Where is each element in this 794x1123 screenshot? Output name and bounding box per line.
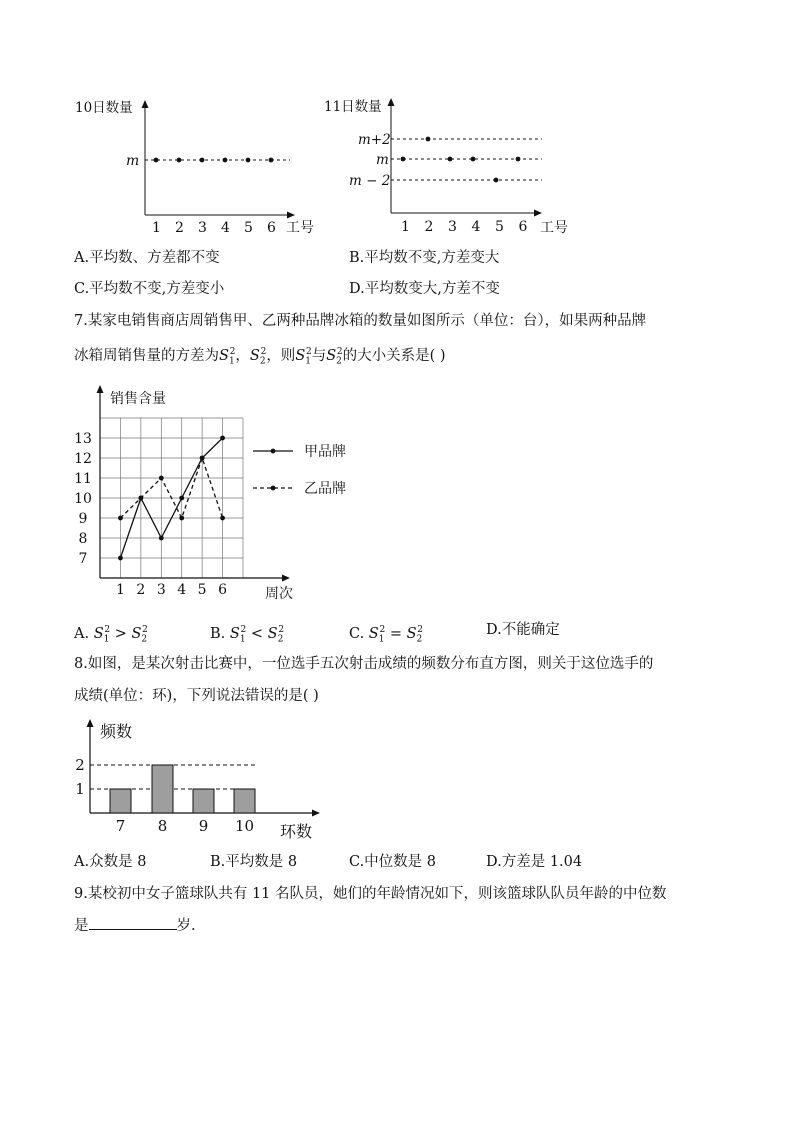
q7-option-a — [74, 620, 148, 650]
x-axis-arrow — [534, 210, 542, 217]
y-axis-arrow — [388, 98, 395, 106]
histogram-bar — [234, 789, 255, 813]
x-tick-label: 6 — [267, 220, 276, 236]
data-point — [118, 516, 123, 521]
x-tick-label: 5 — [244, 220, 253, 236]
data-point — [179, 516, 184, 521]
data-point — [269, 158, 274, 163]
q6-left-plot — [75, 99, 314, 236]
x-axis-label: 工号 — [286, 220, 314, 236]
legend-label: 甲品牌 — [304, 444, 346, 460]
y-axis-label: 10日数量 — [75, 100, 133, 116]
q7-opt-b-s1: S — [229, 625, 240, 642]
q6-option-c: C.平均数不变,方差变小 — [74, 281, 225, 297]
q7-opt-c-s2: S — [406, 625, 417, 642]
q7-sup1: 2 — [229, 347, 236, 357]
q8-option-a: A.众数是 8 — [74, 854, 147, 870]
x-tick-label: 2 — [175, 220, 184, 236]
x-tick-label: 4 — [221, 220, 230, 236]
q7-opt-c-sub2: 2 — [416, 634, 423, 645]
y-tick-label: 8 — [78, 531, 88, 547]
data-point — [220, 516, 225, 521]
x-tick-label: 9 — [198, 817, 209, 835]
legend-marker — [271, 486, 276, 491]
y-tick-label: 9 — [78, 511, 88, 527]
q7-sub1: 1 — [228, 356, 235, 367]
q7-question-line1: 7.某家电销售商店周销售甲、乙两种品牌冰箱的数量如图所示（单位：台），如果两种品牌 — [74, 313, 647, 329]
y-tick-label: m — [376, 152, 389, 168]
q7-option-d: D.不能确定 — [486, 622, 560, 638]
q8-option-c: C.中位数是 8 — [349, 854, 437, 870]
y-tick-label: 7 — [78, 551, 88, 567]
x-tick-label: 1 — [115, 582, 125, 598]
data-point — [471, 157, 476, 162]
data-point — [448, 157, 453, 162]
x-tick-label: 6 — [518, 219, 528, 235]
y-axis-arrow — [87, 719, 94, 727]
x-axis-arrow — [282, 575, 290, 582]
x-tick-label: 4 — [471, 219, 481, 235]
q6-option-a: A.平均数、方差都不变 — [74, 250, 220, 266]
q7-text-b: ，则 — [266, 347, 296, 364]
q7-opt-c-sup1: 2 — [379, 625, 386, 635]
x-tick-label: 8 — [157, 817, 168, 835]
x-tick-label: 4 — [177, 582, 187, 598]
histogram-bar — [110, 789, 131, 813]
q7-sub2: 2 — [259, 356, 266, 367]
x-tick-label: 1 — [401, 219, 410, 235]
q7-option-b — [210, 620, 284, 650]
q7-s2: S — [249, 347, 260, 364]
q7-opt-b-op: < — [250, 625, 264, 642]
q9-text-a: 是 — [74, 918, 89, 934]
q9-answer-blank[interactable] — [89, 915, 177, 930]
y-tick-label: 2 — [75, 756, 85, 774]
data-point — [200, 456, 205, 461]
x-tick-label: 3 — [156, 582, 166, 598]
y-tick-label: 1 — [75, 780, 85, 798]
q7-opt-c-prefix: C. — [349, 625, 365, 642]
data-point — [177, 158, 182, 163]
y-axis-label: 销售含量 — [110, 391, 166, 407]
q6-option-b: B.平均数不变,方差变大 — [349, 250, 500, 266]
q8-option-b: B.平均数是 8 — [210, 854, 298, 870]
y-tick-label-m: m — [126, 153, 140, 169]
q7-sup1b: 2 — [305, 347, 312, 357]
q7-s2b: S — [326, 347, 337, 364]
data-point — [426, 137, 431, 142]
x-tick-label: 3 — [198, 220, 207, 236]
q7-opt-a-sub1: 1 — [103, 634, 110, 645]
data-point — [138, 496, 143, 501]
histogram-bar — [152, 765, 173, 813]
q6-option-d: D.平均数变大,方差不变 — [349, 281, 500, 297]
x-axis-label: 环数 — [280, 822, 313, 841]
q8-question-line2: 成绩(单位：环)，下列说法错误的是( ) — [74, 688, 319, 704]
q7-opt-a-sub2: 2 — [141, 634, 148, 645]
y-axis-arrow — [142, 100, 149, 108]
q7-opt-b-sup2: 2 — [278, 625, 285, 635]
q9-question-line2 — [74, 915, 196, 936]
data-point — [401, 157, 406, 162]
q7-opt-b-sub1: 1 — [239, 634, 246, 645]
y-tick-label: 13 — [74, 431, 92, 447]
data-point — [159, 476, 164, 481]
data-point — [118, 556, 123, 561]
q7-opt-a-sup1: 2 — [104, 625, 111, 635]
x-axis-arrow — [312, 810, 320, 817]
q9-text-b: 岁. — [176, 918, 196, 934]
data-point — [179, 496, 184, 501]
q8-option-d: D.方差是 1.04 — [486, 854, 583, 870]
y-tick-label: 12 — [74, 451, 92, 467]
q7-text-d: 的大小关系是( ) — [342, 347, 446, 364]
q7-opt-a-s1: S — [93, 625, 104, 642]
q8-question-line1: 8.如图，是某次射击比赛中，一位选手五次射击成绩的频数分布直方图，则关于这位选手的 — [74, 656, 654, 672]
q7-opt-a-prefix: A. — [74, 625, 90, 642]
y-tick-label: 11 — [74, 471, 92, 487]
histogram-bar — [193, 789, 214, 813]
q7-opt-a-op: > — [114, 625, 127, 642]
y-axis-arrow — [97, 385, 104, 393]
q7-s1: S — [219, 347, 229, 364]
q7-opt-a-s2: S — [131, 625, 142, 642]
x-tick-label: 3 — [448, 219, 457, 235]
q9-question-line1: 9.某校初中女子篮球队共有 11 名队员，她们的年龄情况如下，则该篮球队队员年龄的中位数 — [74, 886, 667, 902]
q7-sup2: 2 — [260, 347, 267, 357]
legend-marker — [271, 449, 276, 454]
y-axis-label: 11日数量 — [324, 99, 382, 115]
q7-sub1b: 1 — [305, 356, 311, 367]
data-point — [223, 158, 228, 163]
legend-label: 乙品牌 — [304, 481, 346, 497]
q7-line-chart — [74, 385, 346, 602]
q7-s1b: S — [295, 347, 306, 364]
data-point — [154, 158, 159, 163]
x-tick-label: 5 — [495, 219, 504, 235]
data-point — [220, 436, 225, 441]
x-tick-label: 1 — [152, 220, 161, 236]
x-tick-label: 5 — [197, 582, 207, 598]
q7-text-a: 冰箱周销售量的方差为 — [74, 347, 219, 364]
q7-opt-b-sub2: 2 — [277, 634, 284, 645]
q7-text-c: 与 — [311, 347, 327, 364]
q7-opt-c-op: = — [389, 625, 402, 642]
q7-opt-b-s2: S — [267, 625, 278, 642]
q7-option-c — [349, 620, 423, 650]
q7-opt-b-sup1: 2 — [240, 625, 247, 635]
x-axis-label: 工号 — [540, 220, 568, 236]
x-tick-label: 2 — [136, 582, 146, 598]
y-tick-label: m+2 — [358, 132, 391, 148]
q7-sup2b: 2 — [336, 347, 343, 357]
x-axis-arrow — [287, 212, 295, 219]
y-axis-label: 频数 — [100, 722, 133, 741]
x-tick-label: 6 — [218, 582, 228, 598]
q7-opt-c-s1: S — [368, 625, 379, 642]
data-point — [494, 178, 499, 183]
data-point — [159, 536, 164, 541]
q7-opt-a-sup2: 2 — [142, 625, 148, 635]
y-tick-label: m − 2 — [349, 173, 391, 189]
q6-right-plot — [324, 98, 568, 236]
q7-question-line2: 冰箱周销售量的方差为$S_1^2$，$S_2^2$，则$S_1^2$与$S_2^2$的大小关系是( ) — [74, 347, 446, 367]
x-tick-label: 2 — [424, 219, 434, 235]
q7-opt-c-sub1: 1 — [378, 634, 385, 645]
data-point — [246, 158, 251, 163]
data-point — [200, 158, 205, 163]
q7-sub2b: 2 — [336, 356, 342, 367]
series-line-yi — [120, 458, 222, 518]
x-tick-label: 7 — [115, 817, 126, 835]
q7-opt-b-prefix: B. — [210, 625, 226, 642]
x-axis-label: 周次 — [265, 586, 293, 602]
q7-opt-c-sup2: 2 — [417, 625, 423, 635]
q8-histogram — [75, 719, 320, 841]
y-tick-label: 10 — [74, 491, 92, 507]
x-tick-label: 10 — [234, 817, 255, 835]
data-point — [516, 157, 521, 162]
